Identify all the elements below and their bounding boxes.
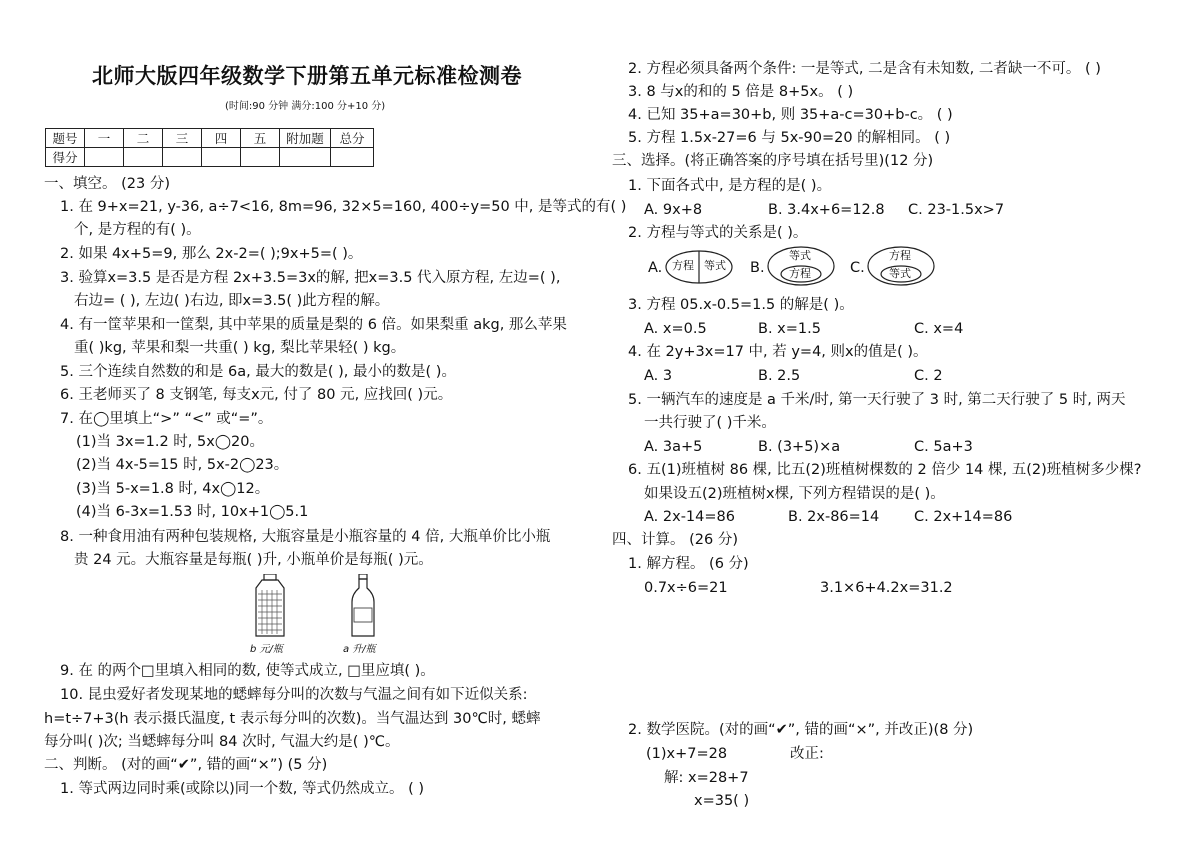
- small-bottle-image: [348, 574, 378, 644]
- calc-1: 1. 解方程。 (6 分): [628, 556, 749, 572]
- venn-b-inner-text: 方程: [789, 267, 811, 280]
- choice-2-option-b-diagram: [766, 245, 836, 287]
- question-7-part-3: (3)当 5-x=1.8 时, 4x◯12。: [76, 481, 270, 497]
- question-7-part-4: (4)当 6-3x=1.53 时, 10x+1◯5.1: [76, 504, 309, 520]
- score-cell[interactable]: [331, 148, 374, 167]
- question-10-line-2: h=t÷7+3(h 表示摄氏温度, t 表示每分叫的次数)。当气温达到 30℃时, 蟋蟀: [44, 711, 541, 727]
- score-header-cell: 五: [241, 129, 280, 148]
- venn-a-right-text: 等式: [704, 259, 726, 272]
- choice-2-option-b-label: B.: [750, 260, 765, 276]
- choice-3: 3. 方程 05.x-0.5=1.5 的解是( )。: [628, 297, 854, 313]
- question-9: 9. 在 的两个□里填入相同的数, 使等式成立, □里应填( )。: [60, 663, 435, 679]
- choice-6-line-1: 6. 五(1)班植树 86 棵, 比五(2)班植树棵数的 2 倍少 14 棵, 五(2)班植树多少棵?: [628, 462, 1142, 478]
- venn-b-outer-text: 等式: [789, 249, 811, 262]
- page-title: 北师大版四年级数学下册第五单元标准检测卷: [92, 63, 522, 88]
- judge-5: 5. 方程 1.5x-27=6 与 5x-90=20 的解相同。 ( ): [628, 130, 951, 146]
- venn-a-left-text: 方程: [672, 259, 694, 272]
- calc-1-equation-b: 3.1×6+4.2x=31.2: [820, 580, 953, 596]
- question-2: 2. 如果 4x+5=9, 那么 2x-2=( );9x+5=( )。: [60, 246, 363, 262]
- choice-3-option-c: C. x=4: [914, 321, 964, 337]
- score-header-cell: 题号: [46, 129, 85, 148]
- section-3-heading: 三、选择。(将正确答案的序号填在括号里)(12 分): [612, 153, 934, 169]
- page-subtitle: (时间:90 分钟 满分:100 分+10 分): [225, 101, 386, 112]
- choice-1-option-b: B. 3.4x+6=12.8: [768, 202, 885, 218]
- calc-2-correction-label: 改正:: [790, 746, 824, 762]
- score-header-cell: 三: [163, 129, 202, 148]
- calc-2-item-1: (1)x+7=28: [646, 746, 728, 762]
- score-cell[interactable]: [85, 148, 124, 167]
- small-bottle-label: a 升/瓶: [343, 644, 376, 655]
- choice-1-option-a: A. 9x+8: [644, 202, 703, 218]
- right-column: [612, 0, 1182, 848]
- question-10-line-3: 每分叫( )次; 当蟋蟀每分叫 84 次时, 气温大约是( )℃。: [44, 734, 400, 750]
- calc-2-solution-line-1: 解: x=28+7: [664, 770, 749, 786]
- score-header-cell: 四: [202, 129, 241, 148]
- score-cell[interactable]: [124, 148, 163, 167]
- question-10-line-1: 10. 昆虫爱好者发现某地的蟋蟀每分叫的次数与气温之间有如下近似关系:: [60, 687, 528, 703]
- question-3-line-1: 3. 验算x=3.5 是否是方程 2x+3.5=3x的解, 把x=3.5 代入原方程, 左边=( ),: [60, 270, 561, 286]
- question-4-line-1: 4. 有一筐苹果和一筐梨, 其中苹果的质量是梨的 6 倍。如果梨重 akg, 那么苹果: [60, 317, 567, 333]
- question-1-line-2: 个, 是方程的有( )。: [74, 222, 201, 238]
- choice-5-option-c: C. 5a+3: [914, 439, 973, 455]
- section-4-heading: 四、计算。 (26 分): [612, 532, 738, 548]
- question-8-line-1: 8. 一种食用油有两种包装规格, 大瓶容量是小瓶容量的 4 倍, 大瓶单价比小瓶: [60, 529, 551, 545]
- choice-4-option-b: B. 2.5: [758, 368, 801, 384]
- question-5: 5. 三个连续自然数的和是 6a, 最大的数是( ), 最小的数是( )。: [60, 364, 456, 380]
- choice-4-option-a: A. 3: [644, 368, 673, 384]
- left-column: [40, 0, 627, 848]
- venn-c-outer-text: 方程: [889, 249, 911, 262]
- score-cell[interactable]: [241, 148, 280, 167]
- score-row-label: 得分: [46, 148, 85, 167]
- choice-6-option-a: A. 2x-14=86: [644, 509, 735, 525]
- big-bottle-label: b 元/瓶: [250, 644, 283, 655]
- question-1-line-1: 1. 在 9+x=21, y-36, a÷7<16, 8m=96, 32×5=160, 400÷y=50 中, 是等式的有( ): [60, 199, 627, 215]
- section-1-heading: 一、填空。 (23 分): [44, 176, 170, 192]
- choice-1: 1. 下面各式中, 是方程的是( )。: [628, 178, 832, 194]
- big-bottle-image: [250, 574, 290, 644]
- choice-3-option-a: A. x=0.5: [644, 321, 707, 337]
- choice-4: 4. 在 2y+3x=17 中, 若 y=4, 则x的值是( )。: [628, 344, 928, 360]
- choice-6-option-b: B. 2x-86=14: [788, 509, 880, 525]
- question-4-line-2: 重( )kg, 苹果和梨一共重( ) kg, 梨比苹果轻( ) kg。: [74, 340, 406, 356]
- choice-5-option-a: A. 3a+5: [644, 439, 703, 455]
- choice-2-option-a-label: A.: [648, 260, 663, 276]
- score-cell[interactable]: [280, 148, 331, 167]
- judge-4: 4. 已知 35+a=30+b, 则 35+a-c=30+b-c。 ( ): [628, 107, 953, 123]
- choice-5-option-b: B. (3+5)×a: [758, 439, 841, 455]
- choice-5-line-1: 5. 一辆汽车的速度是 a 千米/时, 第一天行驶了 3 时, 第二天行驶了 5 时, 两天: [628, 392, 1126, 408]
- judge-1: 1. 等式两边同时乘(或除以)同一个数, 等式仍然成立。 ( ): [60, 781, 425, 797]
- judge-3: 3. 8 与x的和的 5 倍是 8+5x。 ( ): [628, 84, 854, 100]
- question-6: 6. 王老师买了 8 支钢笔, 每支x元, 付了 80 元, 应找回( )元。: [60, 387, 453, 403]
- question-3-line-2: 右边= ( ), 左边( )右边, 即x=3.5( )此方程的解。: [74, 293, 390, 309]
- calc-1-equation-a: 0.7x÷6=21: [644, 580, 728, 596]
- score-cell[interactable]: [202, 148, 241, 167]
- score-table-header-row: [46, 129, 374, 148]
- choice-6-option-c: C. 2x+14=86: [914, 509, 1013, 525]
- score-table-score-row: [46, 148, 374, 167]
- choice-2: 2. 方程与等式的关系是( )。: [628, 225, 808, 241]
- calc-2: 2. 数学医院。(对的画“✔”, 错的画“×”, 并改正)(8 分): [628, 722, 974, 738]
- venn-c-inner-text: 等式: [889, 267, 911, 280]
- question-8-line-2: 贵 24 元。大瓶容量是每瓶( )升, 小瓶单价是每瓶( )元。: [74, 552, 433, 568]
- choice-6-line-2: 如果设五(2)班植树x棵, 下列方程错误的是( )。: [644, 486, 945, 502]
- choice-5-line-2: 一共行驶了( )千米。: [644, 415, 776, 431]
- judge-2: 2. 方程必须具备两个条件: 一是等式, 二是含有未知数, 二者缺一不可。 ( ): [628, 61, 1101, 77]
- score-header-cell: 总分: [331, 129, 374, 148]
- choice-4-option-c: C. 2: [914, 368, 943, 384]
- choice-2-option-c-label: C.: [850, 260, 865, 276]
- score-cell[interactable]: [163, 148, 202, 167]
- question-7: 7. 在◯里填上“>” “<” 或“=”。: [60, 411, 273, 427]
- section-2-heading: 二、判断。 (对的画“✔”, 错的画“×”) (5 分): [44, 757, 328, 773]
- choice-2-option-c-diagram: [866, 245, 936, 287]
- choice-1-option-c: C. 23-1.5x>7: [908, 202, 1005, 218]
- question-7-part-1: (1)当 3x=1.2 时, 5x◯20。: [76, 434, 264, 450]
- choice-3-option-b: B. x=1.5: [758, 321, 821, 337]
- choice-2-option-a-diagram: [664, 248, 734, 286]
- score-header-cell: 二: [124, 129, 163, 148]
- calc-2-solution-line-2: x=35( ): [694, 793, 750, 809]
- question-7-part-2: (2)当 4x-5=15 时, 5x-2◯23。: [76, 457, 289, 473]
- score-header-cell: 一: [85, 129, 124, 148]
- score-header-cell: 附加题: [280, 129, 331, 148]
- score-table: [45, 128, 374, 167]
